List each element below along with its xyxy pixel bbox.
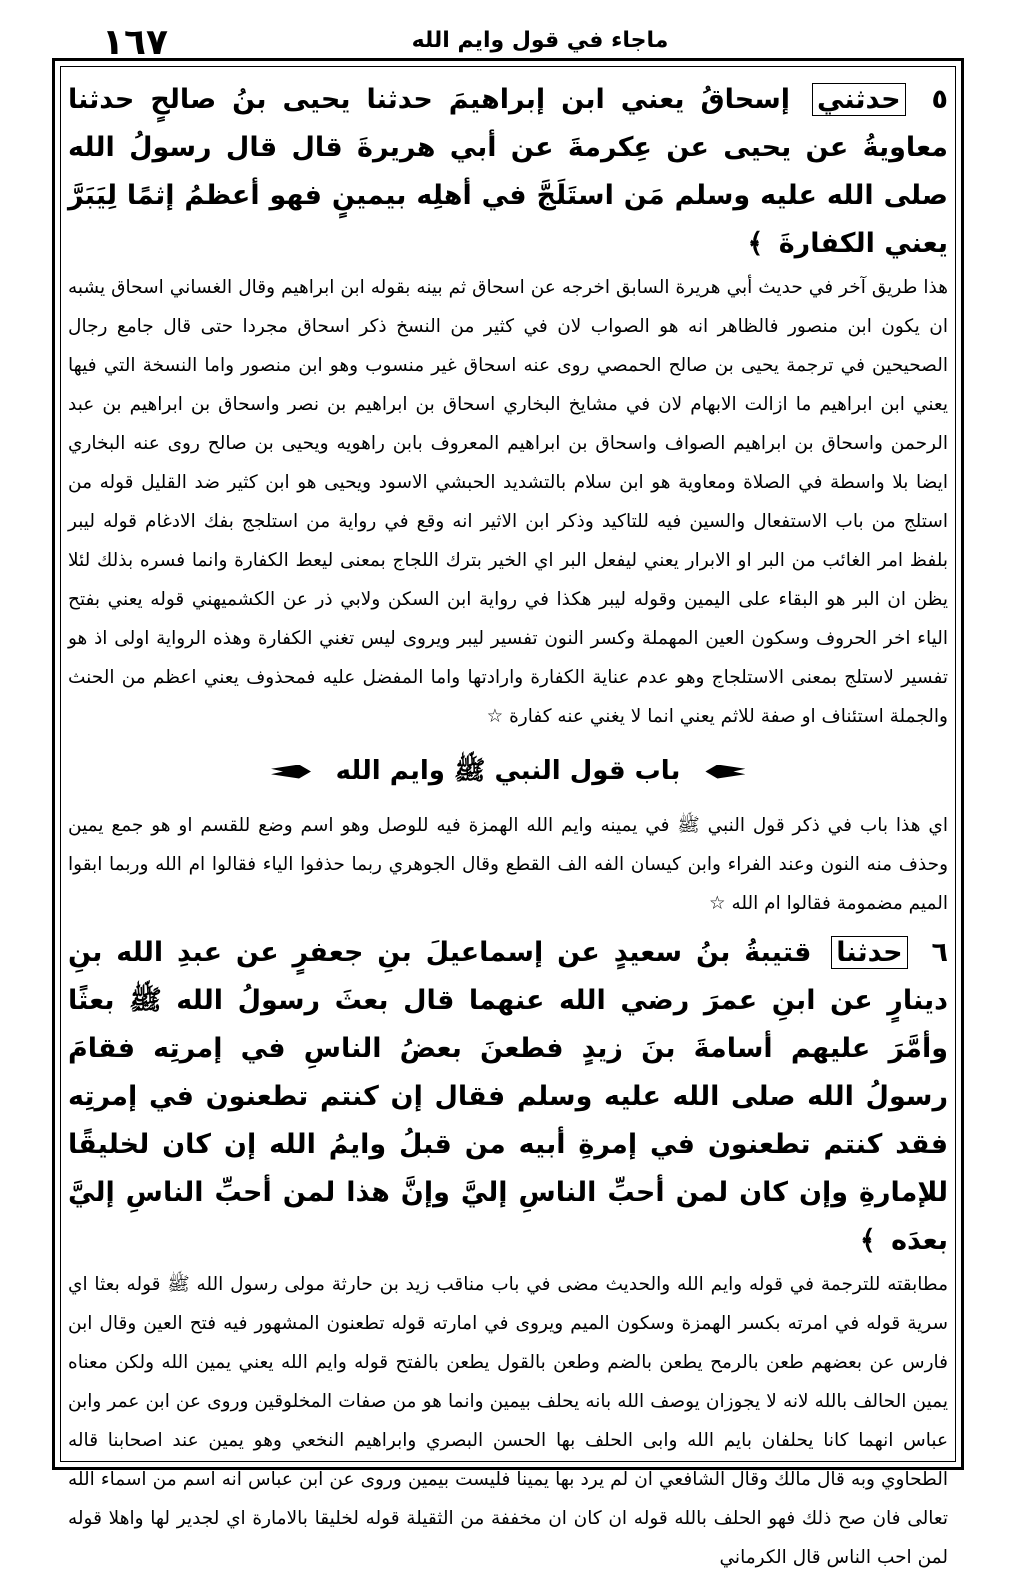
commentary-6: مطابقته للترجمة في قوله وايم الله والحديث مضى في باب مناقب زيد بن حارثة مولى رسول الله ﷺ قوله بعثا اي سرية قوله في امرته بكسر الهمزة وسكون الميم ويروى في امارته قوله تطعنون المشهور فيه فتح العين وقال ابن فارس عن بعضهم طعن بالرمح يطعن بالضم وطعن بالقول يطعن بالفتح قوله وايم الله يعني يمين الله ولكن معناه يمين الحالف بالله لانه لا يجوزان يوصف الله بانه يحلف بيمين وانما هو من صفات المخلوقين وروى عن ابن عمر وابن عباس انهما كانا يحلفان بايم الله وابى الحلف بها الحسن البصري وابراهيم النخعي وهو يمين عند اصحابنا قاله الطحاوي وبه قال مالك وقال الشافعي ان لم يرد بها يمينا فليست بيمين وروى عن ابن عباس انه اسم من اسماء الله تعالى فان صح ذلك فهو الحلف بالله قوله ان كان ان مخففة من الثقيلة قوله لخليقا بالامارة اي لجدير لها واهلا قوله لمن احب الناس قال الكرماني [68, 1274, 948, 1568]
hadith-end-mark: ﴾ [747, 228, 764, 259]
page-content [68, 76, 948, 1577]
hadith-text: قتيبةُ بنُ سعيدٍ عن إسماعيلَ بنِ جعفرٍ عن عبدِ الله بنِ دينارٍ عن ابنِ عمرَ رضي الله عنهما قال بعثَ رسولُ الله ﷺ بعثًا وأمَّرَ عليهم أسامةَ بنَ زيدٍ فطعنَ بعضُ الناسِ في إمرتِه فقامَ رسولُ الله صلى الله عليه وسلم فقال إن كنتم تطعنون في إمرتِه فقد كنتم تطعنون في إمرةِ أبيه من قبلُ وايمُ الله إن كان لخليقًا للإمارةِ وإن كان لمن أحبِّ الناسِ إليَّ وإنَّ هذا لمن أحبِّ الناسِ إليَّ بعدَه [68, 937, 948, 1256]
ornament-icon [271, 765, 311, 779]
chapter-heading [68, 754, 948, 792]
hadith-5 [68, 76, 948, 268]
running-title: ماجاء في قول وايم الله [411, 28, 669, 53]
hadith-text: إسحاقُ يعني ابن إبراهيمَ حدثنا يحيى بنُ صالحٍ حدثنا معاويةُ عن يحيى عن عِكرمةَ عن أبي هريرةَ قال قال رسولُ الله صلى الله عليه وسلم مَن استَلَجَّ في أهلِه بيمينٍ فهو أعظمُ إثمًا لِيَبَرَّ يعني الكفارةَ [68, 84, 948, 259]
commentary-5: هذا طريق آخر في حديث أبي هريرة السابق اخرجه عن اسحاق ثم بينه بقوله ابن ابراهيم وقال الغساني اسحاق يشبه ان يكون ابن منصور فالظاهر انه هو الصواب لان في كثير من النسخ ذكر اسحاق مجردا حتى قال جامع رجال الصحيحين في ترجمة يحيى بن صالح الحمصي روى عنه اسحاق غير منسوب وهو ابن منصور واما النسخة التي فيها يعني ابن ابراهيم ما ازالت الابهام لان في مشايخ البخاري اسحاق بن ابراهيم بن نصر واسحاق بن ابراهيم بن عبد الرحمن واسحاق بن ابراهيم الصواف واسحاق بن ابراهيم المعروف بابن راهويه ويحيى بن صالح روى عنه البخاري ايضا بلا واسطة في الصلاة ومعاوية هو ابن سلام بالتشديد الحبشي الاسود ويحيى هو ابن كثير ضد القليل قوله من استلج من باب الاستفعال والسين فيه للتاكيد وذكر ابن الاثير انه وقع في رواية من استلجج بفك الادغام قوله ليبر بلفظ امر الغائب من البر او الابرار يعني ليفعل البر اي الخير بترك اللجاج بمعنى ليعط الكفارة وانما فسره بذلك لئلا يظن ان البر هو البقاء على اليمين وقوله ليبر هكذا في رواية ابن السكن ولابي ذر عن الكشميهني قوله يعني بفتح الياء اخر الحروف وسكون العين المهملة وكسر النون تفسير ليبر ويروى ليس تغني الكفارة وهذه الرواية اولى اذ هو تفسير لاستلج بمعنى الاستلجاج وهو عدم عناية الكفارة وارادتها واما المفضل عليه فمحذوف يعني اعظم من الحنث والجملة استئناف او صفة للاثم يعني انما لا يغني عنه كفارة ☆ [68, 277, 948, 727]
hadith-number: ٥ [931, 84, 948, 115]
hadith-intro: حدثني [812, 83, 906, 116]
chapter-title: باب قول النبي ﷺ وايم الله [335, 756, 681, 786]
ornament-icon [705, 765, 745, 779]
hadith-number: ٦ [931, 937, 948, 968]
hadith-intro: حدثنا [831, 936, 907, 969]
page-number: ١٦٧ [102, 22, 168, 63]
hadith-end-mark: ﴾ [859, 1225, 876, 1256]
chapter-commentary: اي هذا باب في ذكر قول النبي ﷺ في يمينه وايم الله الهمزة فيه للوصل وهو اسم وضع للقسم او هو جمع يمين وحذف منه النون وعند الفراء وابن كيسان الفه الف القطع وقال الجوهري ربما حذفوا الياء فقالوا ام الله وربما ابقوا الميم مضمومة فقالوا ام الله ☆ [68, 815, 948, 914]
hadith-6 [68, 929, 948, 1265]
